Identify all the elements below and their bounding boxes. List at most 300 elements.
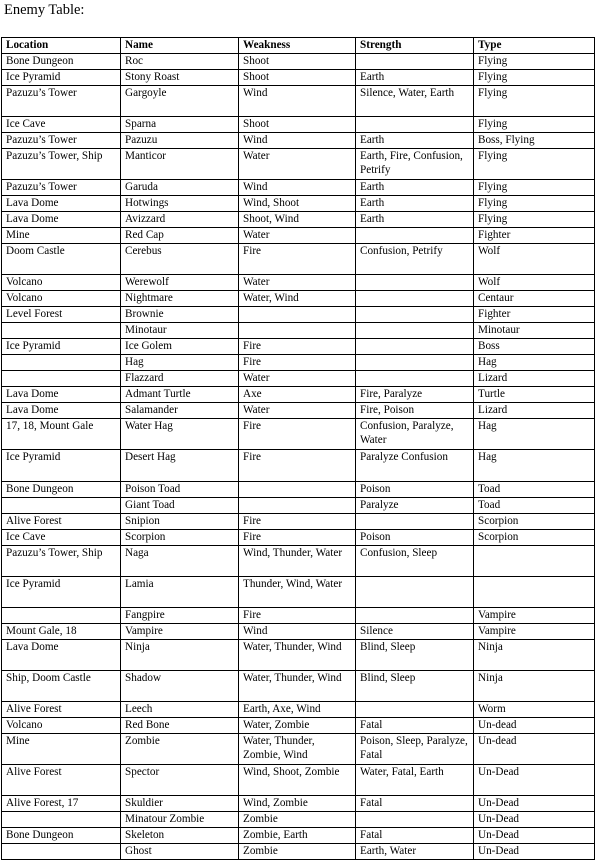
cell-strength (356, 796, 474, 812)
cell-location (2, 702, 121, 718)
type-text: Fighter (478, 308, 511, 320)
strength-text: Blind, Sleep (360, 672, 416, 684)
strength-text: Confusion, Petrify (360, 245, 443, 257)
cell-weakness (239, 339, 356, 355)
cell-type (474, 450, 595, 482)
strength-text: Fire, Paralyze (360, 388, 423, 400)
name-text: Hotwings (125, 197, 169, 209)
table-row (2, 514, 595, 530)
cell-type (474, 70, 595, 86)
cell-strength (356, 608, 474, 624)
cell-weakness (239, 624, 356, 640)
name-text: Leech (125, 703, 153, 715)
strength-text: Earth, Water (360, 845, 417, 857)
cell-type (474, 671, 595, 702)
table-row (2, 212, 595, 228)
cell-name (121, 54, 239, 70)
cell-type (474, 339, 595, 355)
cell-strength (356, 371, 474, 387)
cell-type (474, 828, 595, 844)
weakness-text: Fire (243, 420, 262, 432)
weakness-text: Water, Zombie (243, 719, 310, 731)
location-text: Pazuzu’s Tower, Ship (6, 150, 103, 162)
cell-type (474, 86, 595, 117)
cell-location (2, 212, 121, 228)
cell-strength (356, 640, 474, 671)
weakness-text: Water (243, 276, 270, 288)
cell-weakness (239, 117, 356, 133)
table-row (2, 196, 595, 212)
cell-weakness (239, 844, 356, 860)
table-header (2, 38, 595, 54)
name-text: Avizzard (125, 213, 166, 225)
location-text: Alive Forest (6, 766, 62, 778)
table-row (2, 718, 595, 734)
type-text: Wolf (478, 245, 501, 257)
cell-weakness (239, 54, 356, 70)
location-text: Ice Pyramid (6, 451, 61, 463)
table-row (2, 228, 595, 244)
name-text: Minatour Zombie (125, 813, 205, 825)
strength-text: Earth (360, 134, 385, 146)
column-header-type: Type (474, 38, 595, 54)
cell-type (474, 355, 595, 371)
table-row (2, 577, 595, 608)
cell-strength (356, 339, 474, 355)
name-text: Ghost (125, 845, 152, 857)
cell-weakness (239, 133, 356, 149)
cell-weakness (239, 577, 356, 608)
type-text: Toad (478, 483, 501, 495)
column-header-name: Name (121, 38, 239, 54)
location-text: Lava Dome (6, 213, 59, 225)
table-row (2, 323, 595, 339)
weakness-text: Wind, Thunder, Water (243, 547, 343, 559)
type-text: Lizard (478, 372, 508, 384)
type-text: Wolf (478, 276, 501, 288)
cell-type (474, 371, 595, 387)
weakness-text: Wind, Zombie (243, 797, 308, 809)
strength-text: Paralyze Confusion (360, 451, 448, 463)
cell-strength (356, 577, 474, 608)
cell-strength (356, 765, 474, 796)
location-text: Volcano (6, 719, 43, 731)
cell-location (2, 323, 121, 339)
table-row (2, 307, 595, 323)
type-text: Worm (478, 703, 506, 715)
cell-strength (356, 117, 474, 133)
strength-text: Confusion, Paralyze, Water (360, 420, 454, 447)
type-text: Un-dead (478, 735, 517, 747)
cell-strength (356, 530, 474, 546)
cell-strength (356, 546, 474, 577)
cell-weakness (239, 671, 356, 702)
name-text: Fangpire (125, 609, 165, 621)
table-row (2, 796, 595, 812)
location-text: Bone Dungeon (6, 55, 74, 67)
strength-text: Poison, Sleep, Paralyze, Fatal (360, 735, 468, 762)
cell-location (2, 117, 121, 133)
cell-type (474, 546, 595, 577)
name-text: Werewolf (125, 276, 169, 288)
name-text: Spector (125, 766, 160, 778)
cell-weakness (239, 86, 356, 117)
cell-strength (356, 498, 474, 514)
table-row (2, 403, 595, 419)
type-text: Un-Dead (478, 797, 520, 809)
cell-type (474, 514, 595, 530)
cell-name (121, 244, 239, 275)
cell-location (2, 339, 121, 355)
weakness-text: Fire (243, 515, 262, 527)
cell-location (2, 180, 121, 196)
type-text: Boss (478, 340, 500, 352)
cell-location (2, 244, 121, 275)
cell-name (121, 212, 239, 228)
weakness-text: Fire (243, 531, 262, 543)
table-row (2, 133, 595, 149)
cell-location (2, 86, 121, 117)
cell-location (2, 403, 121, 419)
cell-location (2, 796, 121, 812)
table-row (2, 828, 595, 844)
weakness-text: Wind (243, 625, 268, 637)
strength-text: Poison (360, 531, 391, 543)
cell-weakness (239, 196, 356, 212)
cell-name (121, 765, 239, 796)
type-text: Flying (478, 87, 508, 99)
cell-weakness (239, 608, 356, 624)
cell-type (474, 577, 595, 608)
cell-location (2, 498, 121, 514)
type-text: Flying (478, 71, 508, 83)
cell-strength (356, 718, 474, 734)
cell-name (121, 608, 239, 624)
cell-name (121, 530, 239, 546)
table-row (2, 275, 595, 291)
type-text: Un-Dead (478, 813, 520, 825)
type-text: Un-Dead (478, 829, 520, 841)
cell-weakness (239, 403, 356, 419)
table-row (2, 371, 595, 387)
table-row (2, 530, 595, 546)
strength-text: Earth, Fire, Confusion, Petrify (360, 150, 463, 177)
location-text: Pazuzu’s Tower (6, 181, 77, 193)
cell-strength (356, 812, 474, 828)
location-text: Pazuzu’s Tower (6, 134, 77, 146)
cell-strength (356, 671, 474, 702)
type-text: Minotaur (478, 324, 520, 336)
cell-location (2, 671, 121, 702)
type-text: Flying (478, 181, 508, 193)
cell-name (121, 275, 239, 291)
cell-type (474, 149, 595, 180)
cell-weakness (239, 828, 356, 844)
type-text: Hag (478, 420, 497, 432)
cell-location (2, 577, 121, 608)
cell-location (2, 70, 121, 86)
cell-location (2, 844, 121, 860)
cell-name (121, 624, 239, 640)
location-text: Volcano (6, 292, 43, 304)
cell-strength (356, 702, 474, 718)
cell-type (474, 812, 595, 828)
weakness-text: Fire (243, 356, 262, 368)
strength-text: Poison (360, 483, 391, 495)
location-text: Volcano (6, 276, 43, 288)
cell-weakness (239, 498, 356, 514)
cell-location (2, 307, 121, 323)
name-text: Flazzard (125, 372, 164, 384)
name-text: Scorpion (125, 531, 166, 543)
table-row (2, 244, 595, 275)
cell-weakness (239, 70, 356, 86)
cell-location (2, 196, 121, 212)
table-row (2, 180, 595, 196)
weakness-text: Axe (243, 388, 262, 400)
cell-location (2, 291, 121, 307)
column-header-location: Location (2, 38, 121, 54)
name-text: Red Bone (125, 719, 170, 731)
cell-type (474, 498, 595, 514)
table-row (2, 765, 595, 796)
cell-strength (356, 450, 474, 482)
name-text: Hag (125, 356, 144, 368)
weakness-text: Water, Thunder, Zombie, Wind (243, 735, 315, 762)
strength-text: Earth (360, 71, 385, 83)
name-text: Roc (125, 55, 144, 67)
location-text: Bone Dungeon (6, 829, 74, 841)
location-text: Mount Gale, 18 (6, 625, 77, 637)
strength-text: Fatal (360, 829, 383, 841)
table-row (2, 149, 595, 180)
cell-name (121, 482, 239, 498)
weakness-text: Zombie (243, 813, 278, 825)
weakness-text: Zombie, Earth (243, 829, 308, 841)
cell-location (2, 812, 121, 828)
weakness-text: Shoot (243, 118, 270, 130)
location-text: Mine (6, 229, 30, 241)
weakness-text: Water, Thunder, Wind (243, 641, 342, 653)
cell-location (2, 624, 121, 640)
name-text: Gargoyle (125, 87, 167, 99)
weakness-text: Wind, Shoot, Zombie (243, 766, 340, 778)
cell-weakness (239, 180, 356, 196)
cell-weakness (239, 702, 356, 718)
table-row (2, 734, 595, 765)
type-text: Ninja (478, 672, 503, 684)
cell-weakness (239, 275, 356, 291)
location-text: Lava Dome (6, 641, 59, 653)
type-text: Hag (478, 356, 497, 368)
cell-weakness (239, 450, 356, 482)
type-text: Un-Dead (478, 845, 520, 857)
name-text: Garuda (125, 181, 158, 193)
cell-type (474, 844, 595, 860)
cell-name (121, 371, 239, 387)
cell-location (2, 149, 121, 180)
table-row (2, 608, 595, 624)
cell-name (121, 149, 239, 180)
table-body (2, 54, 595, 860)
name-text: Minotaur (125, 324, 167, 336)
type-text: Boss, Flying (478, 134, 535, 146)
strength-text: Fatal (360, 719, 383, 731)
header-row (2, 38, 595, 54)
location-text: Ship, Doom Castle (6, 672, 91, 684)
cell-type (474, 291, 595, 307)
cell-type (474, 323, 595, 339)
weakness-text: Zombie (243, 845, 278, 857)
cell-strength (356, 403, 474, 419)
type-text: Flying (478, 118, 508, 130)
cell-weakness (239, 765, 356, 796)
weakness-text: Wind, Shoot (243, 197, 300, 209)
cell-name (121, 339, 239, 355)
weakness-text: Shoot (243, 55, 270, 67)
cell-weakness (239, 419, 356, 450)
cell-location (2, 546, 121, 577)
cell-type (474, 387, 595, 403)
cell-name (121, 70, 239, 86)
strength-text: Silence, Water, Earth (360, 87, 455, 99)
cell-type (474, 54, 595, 70)
cell-type (474, 117, 595, 133)
cell-type (474, 702, 595, 718)
type-text: Fighter (478, 229, 511, 241)
name-text: Desert Hag (125, 451, 176, 463)
name-text: Brownie (125, 308, 164, 320)
cell-type (474, 196, 595, 212)
cell-weakness (239, 307, 356, 323)
cell-type (474, 419, 595, 450)
cell-name (121, 498, 239, 514)
weakness-text: Water (243, 150, 270, 162)
cell-strength (356, 734, 474, 765)
name-text: Naga (125, 547, 149, 559)
type-text: Flying (478, 213, 508, 225)
cell-weakness (239, 734, 356, 765)
cell-strength (356, 844, 474, 860)
name-text: Red Cap (125, 229, 164, 241)
name-text: Pazuzu (125, 134, 158, 146)
weakness-text: Water, Wind (243, 292, 299, 304)
type-text: Hag (478, 451, 497, 463)
cell-location (2, 450, 121, 482)
cell-location (2, 355, 121, 371)
cell-strength (356, 196, 474, 212)
location-text: Lava Dome (6, 197, 59, 209)
strength-text: Paralyze (360, 499, 399, 511)
name-text: Lamia (125, 578, 154, 590)
cell-weakness (239, 291, 356, 307)
cell-strength (356, 291, 474, 307)
cell-name (121, 577, 239, 608)
cell-name (121, 812, 239, 828)
weakness-text: Thunder, Wind, Water (243, 578, 343, 590)
type-text: Vampire (478, 609, 516, 621)
table-row (2, 702, 595, 718)
cell-type (474, 403, 595, 419)
table-row (2, 117, 595, 133)
name-text: Shadow (125, 672, 162, 684)
cell-type (474, 796, 595, 812)
cell-strength (356, 387, 474, 403)
cell-name (121, 403, 239, 419)
weakness-text: Shoot, Wind (243, 213, 299, 225)
table-row (2, 671, 595, 702)
cell-name (121, 514, 239, 530)
cell-weakness (239, 323, 356, 339)
name-text: Salamander (125, 404, 178, 416)
location-text: Level Forest (6, 308, 63, 320)
cell-weakness (239, 371, 356, 387)
cell-name (121, 640, 239, 671)
cell-location (2, 275, 121, 291)
cell-name (121, 133, 239, 149)
name-text: Poison Toad (125, 483, 181, 495)
cell-location (2, 228, 121, 244)
type-text: Un-dead (478, 719, 517, 731)
location-text: Alive Forest (6, 703, 62, 715)
cell-type (474, 275, 595, 291)
cell-strength (356, 70, 474, 86)
cell-name (121, 734, 239, 765)
cell-type (474, 608, 595, 624)
name-text: Zombie (125, 735, 160, 747)
cell-location (2, 387, 121, 403)
table-row (2, 86, 595, 117)
weakness-text: Water, Thunder, Wind (243, 672, 342, 684)
cell-weakness (239, 244, 356, 275)
cell-weakness (239, 640, 356, 671)
cell-strength (356, 828, 474, 844)
type-text: Toad (478, 499, 501, 511)
cell-strength (356, 86, 474, 117)
cell-type (474, 734, 595, 765)
strength-text: Water, Fatal, Earth (360, 766, 444, 778)
table-row (2, 54, 595, 70)
name-text: Sparna (125, 118, 157, 130)
location-text: Bone Dungeon (6, 483, 74, 495)
strength-text: Earth (360, 197, 385, 209)
cell-strength (356, 149, 474, 180)
cell-location (2, 608, 121, 624)
cell-name (121, 546, 239, 577)
cell-location (2, 734, 121, 765)
table-row (2, 450, 595, 482)
cell-type (474, 530, 595, 546)
weakness-text: Water (243, 372, 270, 384)
cell-type (474, 307, 595, 323)
location-text: Alive Forest (6, 515, 62, 527)
cell-strength (356, 54, 474, 70)
location-text: Ice Pyramid (6, 578, 61, 590)
cell-strength (356, 212, 474, 228)
name-text: Cerebus (125, 245, 162, 257)
cell-weakness (239, 796, 356, 812)
weakness-text: Wind (243, 181, 268, 193)
name-text: Water Hag (125, 420, 173, 432)
name-text: Nightmare (125, 292, 173, 304)
cell-name (121, 180, 239, 196)
cell-weakness (239, 355, 356, 371)
strength-text: Fire, Poison (360, 404, 415, 416)
cell-weakness (239, 228, 356, 244)
cell-weakness (239, 530, 356, 546)
cell-location (2, 640, 121, 671)
cell-location (2, 419, 121, 450)
